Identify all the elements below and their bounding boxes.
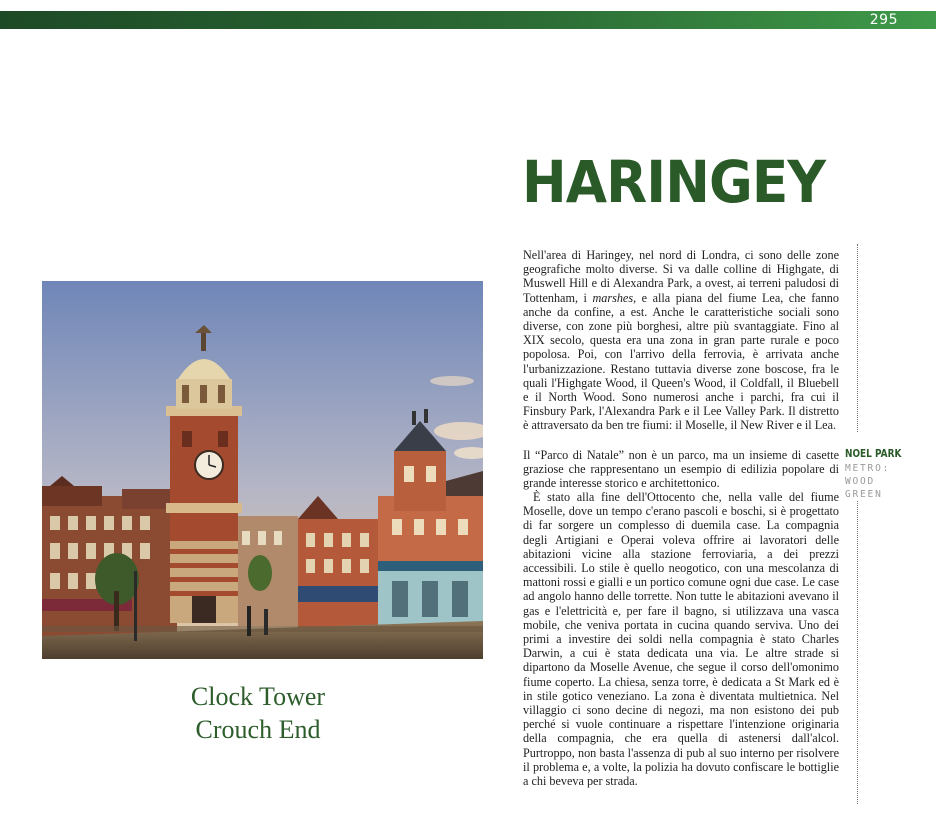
para1-italic: marshes: [592, 290, 634, 305]
header-bar: [0, 11, 936, 29]
caption-line-1: Clock Tower: [190, 682, 326, 711]
para1-text: Nell'area di Haringey, nel nord di Londra, ci sono delle zone geografiche molto diverse. Si va dalle colline di Highgate, di Muswell Hill e di Alexandra Park, a ovest, ai terreni paludosi di Tottenham, i: [523, 248, 839, 305]
article-paragraph-3: [523, 490, 839, 788]
page-number: 295: [869, 12, 898, 28]
article-paragraph-2: [523, 448, 839, 491]
sidenote: [845, 448, 925, 501]
sidenote-metro: METRO: WOOD GREEN: [845, 462, 925, 501]
page-title: HARINGEY: [522, 148, 826, 216]
para3-text: È stato alla fine dell'Ottocento che, nella valle del fiume Moselle, dove un tempo c'erano pascoli e boschi, si è progettato di far sorgere un complesso di duemila case. La compagnia degli Artigiani e Operai voleva offrire ai lavoratori delle abitazioni vicine alla stazione ferroviaria, a dei prezzi accessibili. Lo stile è quello neogotico, con una mescolanza di mattoni rossi e gialli e un portico comune ogni due case. Le case ad angolo hanno delle torrette. Non tutte le abitazioni avevano il gas e l'elettricità e, per fare il bagno, si utilizzava una vasca mobile, che veniva portata in cucina quando serviva. Uno dei primi a investire dei soldi nella compagnia è stato Charles Darwin, a cui è stata dedicata una via. Le altre strade si dipartono da Moselle Avenue, che segue il corso dell'omonimo fiume coperto. La chiesa, senza torre, è dedicata a St Mark ed è in stile gotico veneziano. La zona è diventata multietnica. Nel villaggio ci sono decine di negozi, ma non esistono dei pub perché si vuole continuare a rispettare l'intenzione originaria della compagnia, che era quella di astenersi dall'alcol. Purtroppo, non basta l'assenza di pub al suo interno per risolvere il problema e, a volte, la polizia ha dovuto confiscare le bottiglie a chi beveva per strada.: [523, 490, 839, 789]
margin-divider-top: [857, 244, 858, 432]
para2-text: Il “Parco di Natale” non è un parco, ma un insieme di casette graziose che rappresentano un esempio di edilizia popolare di grande interesse storico e architettonico.: [523, 448, 839, 491]
sidenote-title: NOEL PARK: [845, 448, 902, 460]
clock-tower-photo: [42, 281, 483, 659]
clock-tower-illustration: [42, 281, 483, 659]
caption-line-2: Crouch End: [195, 715, 321, 744]
para1-rest: , e alla piana del fiume Lea, che fanno anche da confine, a est. Anche le caratteristiche sociali sono diverse, con zone più borghesi, altre più svantaggiate. Fino al XIX secolo, questa era una zona in gran parte rurale e poco popolosa. Poi, con l'arrivo della ferrovia, è arrivata anche l'urbanizzazione. Restano tuttavia diverse zone boscose, fra le quali l'Highgate Wood, il Queen's Wood, il Coldfall, il Bluebell e il North Wood. Sono numerosi anche i parchi, fra cui il Finsbury Park, l'Alexandra Park e il Lee Valley Park. Il distretto è attraversato da ben tre fiumi: il Moselle, il New River e il Lea.: [523, 290, 839, 433]
article-paragraph-1: [523, 248, 839, 433]
photo-caption: [42, 680, 474, 746]
margin-divider-bottom: [857, 498, 858, 804]
